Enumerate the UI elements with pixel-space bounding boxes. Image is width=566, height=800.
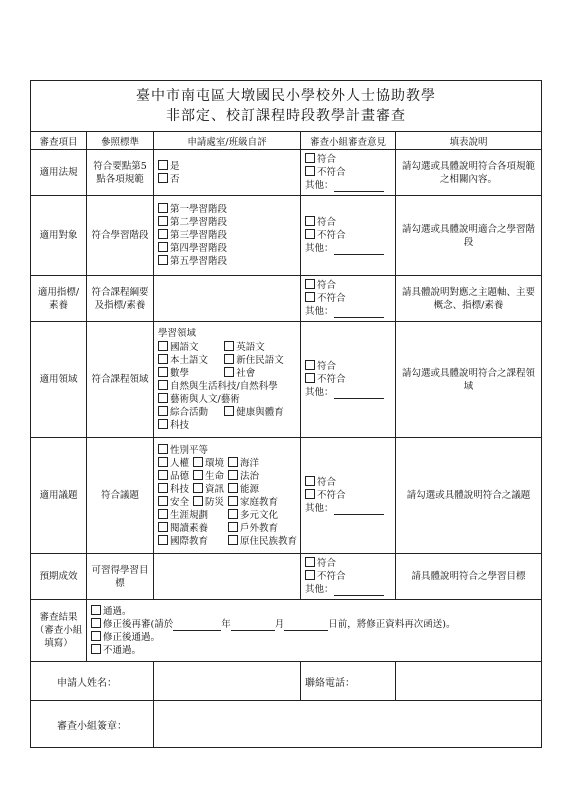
result-revise-option[interactable] bbox=[91, 618, 537, 631]
revise-text-b: 日前，將修正資料再次函送)。 bbox=[328, 618, 456, 630]
issue-label: 國際教育 bbox=[170, 535, 209, 547]
checkbox[interactable] bbox=[158, 255, 168, 265]
issue-option[interactable] bbox=[158, 496, 189, 509]
yes-label: 是 bbox=[170, 160, 180, 172]
checkbox[interactable] bbox=[158, 496, 168, 506]
fail-option[interactable] bbox=[305, 570, 391, 583]
fail-label: 不符合 bbox=[317, 167, 346, 178]
stage-option[interactable] bbox=[158, 242, 296, 255]
fail-option[interactable] bbox=[305, 292, 391, 305]
checkbox[interactable] bbox=[305, 279, 315, 289]
issue-label: 多元文化 bbox=[240, 509, 279, 521]
issue-option[interactable] bbox=[158, 444, 297, 457]
domain-label: 綜合活動 bbox=[170, 406, 209, 418]
phone-label: 聯絡電話： bbox=[301, 662, 396, 701]
checkbox[interactable] bbox=[91, 618, 101, 628]
other-label: 其他： bbox=[305, 584, 334, 595]
checkbox[interactable] bbox=[224, 354, 234, 364]
reviewer-label: 審查小組簽章： bbox=[31, 701, 154, 748]
other-label: 其他： bbox=[305, 180, 334, 191]
pass-option[interactable] bbox=[305, 557, 391, 570]
checkbox[interactable] bbox=[158, 535, 168, 545]
checkbox[interactable] bbox=[158, 173, 168, 183]
domain-standard: 符合課程領域 bbox=[87, 322, 154, 438]
pass-option[interactable] bbox=[305, 360, 391, 373]
pass-option[interactable] bbox=[305, 279, 391, 292]
stage-option[interactable] bbox=[158, 255, 296, 268]
issue-label: 防災 bbox=[205, 496, 225, 508]
domain-label: 藝術與人文/藝術 bbox=[170, 393, 240, 405]
other-label: 其他： bbox=[305, 503, 334, 514]
result-fail-option[interactable] bbox=[91, 644, 537, 657]
stage-option[interactable] bbox=[158, 216, 296, 229]
checkbox[interactable] bbox=[305, 360, 315, 370]
other-field[interactable] bbox=[305, 179, 391, 192]
checkbox[interactable] bbox=[228, 457, 238, 467]
domain-label: 英語文 bbox=[236, 341, 265, 353]
checkbox[interactable] bbox=[158, 216, 168, 226]
target-review bbox=[301, 196, 396, 276]
fail-label: 不符合 bbox=[317, 374, 346, 385]
checkbox[interactable] bbox=[305, 476, 315, 486]
other-field[interactable] bbox=[305, 502, 391, 515]
other-label: 其他： bbox=[305, 243, 334, 254]
form-table bbox=[30, 80, 542, 748]
fail-option[interactable] bbox=[305, 489, 391, 502]
domain-item: 適用領域 bbox=[31, 322, 87, 438]
checkbox[interactable] bbox=[193, 457, 203, 467]
issue-label: 原住民族教育 bbox=[240, 535, 298, 547]
issue-option[interactable] bbox=[228, 457, 297, 470]
indicator-self-eval[interactable] bbox=[154, 276, 301, 322]
checkbox[interactable] bbox=[228, 535, 238, 545]
issue-option[interactable] bbox=[228, 522, 297, 535]
issue-item: 適用議題 bbox=[31, 438, 87, 554]
law-no-option[interactable] bbox=[158, 173, 296, 186]
law-note: 請勾選或具體說明符合各項規範之相關內容。 bbox=[396, 150, 542, 196]
checkbox[interactable] bbox=[91, 605, 101, 615]
revise-year: 年 bbox=[221, 618, 231, 630]
other-field[interactable] bbox=[305, 386, 391, 399]
domain-review bbox=[301, 322, 396, 438]
issue-label: 性別平等 bbox=[170, 444, 209, 456]
revise-month: 月 bbox=[274, 618, 285, 630]
checkbox[interactable] bbox=[228, 522, 238, 532]
stage-label: 第三學習階段 bbox=[170, 230, 228, 241]
issue-option[interactable] bbox=[193, 483, 224, 496]
stage-label: 第二學習階段 bbox=[170, 217, 228, 228]
law-standard: 符合要點第5點各項規範 bbox=[87, 150, 154, 196]
fail-option[interactable] bbox=[305, 373, 391, 386]
pass-option[interactable] bbox=[305, 476, 391, 489]
checkbox[interactable] bbox=[305, 229, 315, 239]
law-self-eval bbox=[154, 150, 301, 196]
issue-option[interactable] bbox=[158, 522, 224, 535]
pass-label: 符合 bbox=[317, 558, 337, 569]
domain-option[interactable] bbox=[224, 367, 296, 380]
domain-self-eval bbox=[154, 322, 301, 438]
stage-label: 第一學習階段 bbox=[170, 204, 228, 215]
issue-note: 請勾選或具體說明符合之議題 bbox=[396, 438, 542, 554]
checkbox[interactable] bbox=[305, 216, 315, 226]
checkbox[interactable] bbox=[158, 483, 168, 493]
result-options bbox=[87, 600, 542, 662]
target-standard: 符合學習階段 bbox=[87, 196, 154, 276]
target-note: 請勾選或具體說明適合之學習階段 bbox=[396, 196, 542, 276]
domain-option[interactable] bbox=[158, 393, 296, 406]
checkbox[interactable] bbox=[228, 496, 238, 506]
issue-option[interactable] bbox=[228, 535, 297, 548]
domain-option[interactable] bbox=[224, 341, 296, 354]
indicator-standard: 符合課程綱要及指標/素養 bbox=[87, 276, 154, 322]
form-title bbox=[31, 81, 542, 132]
checkbox[interactable] bbox=[193, 483, 203, 493]
checkbox[interactable] bbox=[305, 166, 315, 176]
pass-label: 符合 bbox=[317, 477, 337, 488]
header-review-opinion: 審查小組審查意見 bbox=[301, 132, 396, 150]
header-self-eval: 申請處室/班級自評 bbox=[154, 132, 301, 150]
domain-option[interactable] bbox=[158, 380, 296, 393]
other-field[interactable] bbox=[305, 305, 391, 318]
fail-label: 不符合 bbox=[317, 490, 346, 501]
domain-option[interactable] bbox=[158, 341, 220, 354]
revise-text-a: 修正後再審(請於 bbox=[103, 618, 174, 630]
checkbox[interactable] bbox=[193, 496, 203, 506]
issue-option[interactable] bbox=[193, 496, 224, 509]
domain-label: 自然與生活科技/自然科學 bbox=[170, 380, 278, 392]
stage-option[interactable] bbox=[158, 229, 296, 242]
checkbox[interactable] bbox=[158, 470, 168, 480]
domain-option[interactable] bbox=[224, 354, 296, 367]
issue-label: 家庭教育 bbox=[240, 496, 279, 508]
issue-option[interactable] bbox=[158, 509, 224, 522]
checkbox[interactable] bbox=[158, 509, 168, 519]
checkbox[interactable] bbox=[158, 242, 168, 252]
other-field[interactable] bbox=[305, 583, 391, 596]
checkbox[interactable] bbox=[305, 570, 315, 580]
checkbox[interactable] bbox=[158, 354, 168, 364]
result-pass-label: 通過。 bbox=[103, 605, 132, 617]
year-blank[interactable] bbox=[173, 630, 221, 631]
domain-label: 社會 bbox=[236, 367, 256, 379]
issue-option[interactable] bbox=[158, 470, 189, 483]
pass-label: 符合 bbox=[317, 361, 337, 372]
domain-label: 科技 bbox=[170, 419, 190, 431]
issue-label: 資訊 bbox=[205, 483, 225, 495]
checkbox[interactable] bbox=[193, 470, 203, 480]
checkbox[interactable] bbox=[158, 380, 168, 390]
domain-options bbox=[158, 341, 296, 432]
header-item: 審查項目 bbox=[31, 132, 87, 150]
title-line-2: 非部定、校訂課程時段教學計畫審查 bbox=[166, 108, 407, 124]
stage-label: 第五學習階段 bbox=[170, 256, 228, 267]
domain-option[interactable] bbox=[158, 354, 220, 367]
result-label: 審查結果（審查小組填寫） bbox=[31, 600, 87, 662]
domain-option[interactable] bbox=[158, 419, 220, 432]
fail-option[interactable] bbox=[305, 229, 391, 242]
issue-label: 生命 bbox=[205, 470, 225, 482]
review-form bbox=[30, 80, 541, 748]
issue-option[interactable] bbox=[228, 509, 297, 522]
applicant-name-field[interactable] bbox=[154, 662, 301, 701]
domain-heading: 學習領域 bbox=[158, 328, 197, 340]
checkbox[interactable] bbox=[305, 292, 315, 302]
result-fail-label: 不通過。 bbox=[103, 644, 142, 656]
stage-option[interactable] bbox=[158, 203, 296, 216]
domain-label: 健康與體育 bbox=[236, 406, 284, 418]
day-blank[interactable] bbox=[284, 630, 328, 631]
issue-self-eval bbox=[154, 438, 301, 554]
outcome-note: 請具體說明符合之學習目標 bbox=[396, 554, 542, 600]
issue-option[interactable] bbox=[193, 470, 224, 483]
other-field[interactable] bbox=[305, 242, 391, 255]
fail-label: 不符合 bbox=[317, 230, 346, 241]
other-label: 其他： bbox=[305, 387, 334, 398]
reviewer-signature-field[interactable] bbox=[154, 701, 542, 748]
pass-option[interactable] bbox=[305, 216, 391, 229]
outcome-standard: 可習得學習目標 bbox=[87, 554, 154, 600]
checkbox[interactable] bbox=[158, 160, 168, 170]
applicant-label: 申請人姓名： bbox=[31, 662, 154, 701]
domain-option[interactable] bbox=[158, 367, 220, 380]
domain-label: 國語文 bbox=[170, 341, 199, 353]
checkbox[interactable] bbox=[305, 489, 315, 499]
checkbox[interactable] bbox=[91, 644, 101, 654]
issue-standard: 符合議題 bbox=[87, 438, 154, 554]
target-item: 適用對象 bbox=[31, 196, 87, 276]
header-instructions: 填表說明 bbox=[396, 132, 542, 150]
indicator-item: 適用指標/素養 bbox=[31, 276, 87, 322]
checkbox[interactable] bbox=[158, 419, 168, 429]
law-item: 適用法規 bbox=[31, 150, 87, 196]
pass-label: 符合 bbox=[317, 154, 337, 165]
issue-option[interactable] bbox=[228, 496, 297, 509]
checkbox[interactable] bbox=[158, 229, 168, 239]
result-pass-option[interactable] bbox=[91, 605, 537, 618]
indicator-review bbox=[301, 276, 396, 322]
checkbox[interactable] bbox=[224, 367, 234, 377]
checkbox[interactable] bbox=[158, 444, 168, 454]
title-line-1: 臺中市南屯區大墩國民小學校外人士協助教學 bbox=[136, 88, 437, 104]
checkbox[interactable] bbox=[158, 393, 168, 403]
month-blank[interactable] bbox=[231, 630, 275, 631]
fail-label: 不符合 bbox=[317, 293, 346, 304]
issue-label: 法治 bbox=[240, 470, 260, 482]
checkbox[interactable] bbox=[224, 341, 234, 351]
checkbox[interactable] bbox=[158, 406, 168, 416]
checkbox[interactable] bbox=[228, 470, 238, 480]
checkbox[interactable] bbox=[158, 203, 168, 213]
checkbox[interactable] bbox=[158, 341, 168, 351]
fail-option[interactable] bbox=[305, 166, 391, 179]
domain-note: 請勾選或具體說明符合之課程領域 bbox=[396, 322, 542, 438]
checkbox[interactable] bbox=[305, 153, 315, 163]
checkbox[interactable] bbox=[305, 557, 315, 567]
issue-option[interactable] bbox=[228, 470, 297, 483]
issue-label: 生涯規劃 bbox=[170, 509, 209, 521]
outcome-self-eval[interactable] bbox=[154, 554, 301, 600]
outcome-item: 預期成效 bbox=[31, 554, 87, 600]
pass-label: 符合 bbox=[317, 280, 337, 291]
result-revised-pass-option[interactable] bbox=[91, 631, 537, 644]
revised-pass-label: 修正後通過。 bbox=[103, 631, 161, 643]
checkbox[interactable] bbox=[224, 406, 234, 416]
checkbox[interactable] bbox=[228, 509, 238, 519]
issue-option[interactable] bbox=[158, 457, 189, 470]
checkbox[interactable] bbox=[228, 483, 238, 493]
law-yes-option[interactable] bbox=[158, 160, 296, 173]
domain-label: 新住民語文 bbox=[236, 354, 284, 366]
indicator-note: 請具體說明對應之主題軸、主要概念、指標/素養 bbox=[396, 276, 542, 322]
issue-option[interactable] bbox=[158, 483, 189, 496]
issue-label: 人權 bbox=[170, 457, 190, 469]
domain-label: 本土語文 bbox=[170, 354, 209, 366]
pass-label: 符合 bbox=[317, 217, 337, 228]
phone-field[interactable] bbox=[396, 662, 542, 701]
issue-label: 戶外教育 bbox=[240, 522, 279, 534]
issue-option[interactable] bbox=[228, 483, 297, 496]
outcome-review bbox=[301, 554, 396, 600]
issue-label: 安全 bbox=[170, 496, 190, 508]
law-review bbox=[301, 150, 396, 196]
pass-option[interactable] bbox=[305, 153, 391, 166]
checkbox[interactable] bbox=[305, 373, 315, 383]
domain-option[interactable] bbox=[224, 406, 296, 419]
fail-label: 不符合 bbox=[317, 571, 346, 582]
header-standard: 參照標準 bbox=[87, 132, 154, 150]
issue-options bbox=[158, 444, 296, 548]
domain-label: 數學 bbox=[170, 367, 190, 379]
no-label: 否 bbox=[170, 173, 180, 185]
issue-label: 海洋 bbox=[240, 457, 260, 469]
issue-label: 科技 bbox=[170, 483, 190, 495]
stage-label: 第四學習階段 bbox=[170, 243, 228, 254]
checkbox[interactable] bbox=[158, 367, 168, 377]
issue-label: 能源 bbox=[240, 483, 260, 495]
issue-label: 閱讀素養 bbox=[170, 522, 209, 534]
issue-option[interactable] bbox=[158, 535, 224, 548]
issue-label: 品德 bbox=[170, 470, 190, 482]
target-self-eval bbox=[154, 196, 301, 276]
issue-review bbox=[301, 438, 396, 554]
issue-label: 環境 bbox=[205, 457, 225, 469]
domain-option[interactable] bbox=[158, 406, 220, 419]
checkbox[interactable] bbox=[158, 457, 168, 467]
issue-option[interactable] bbox=[193, 457, 224, 470]
checkbox[interactable] bbox=[158, 522, 168, 532]
other-label: 其他： bbox=[305, 306, 334, 317]
checkbox[interactable] bbox=[91, 631, 101, 641]
